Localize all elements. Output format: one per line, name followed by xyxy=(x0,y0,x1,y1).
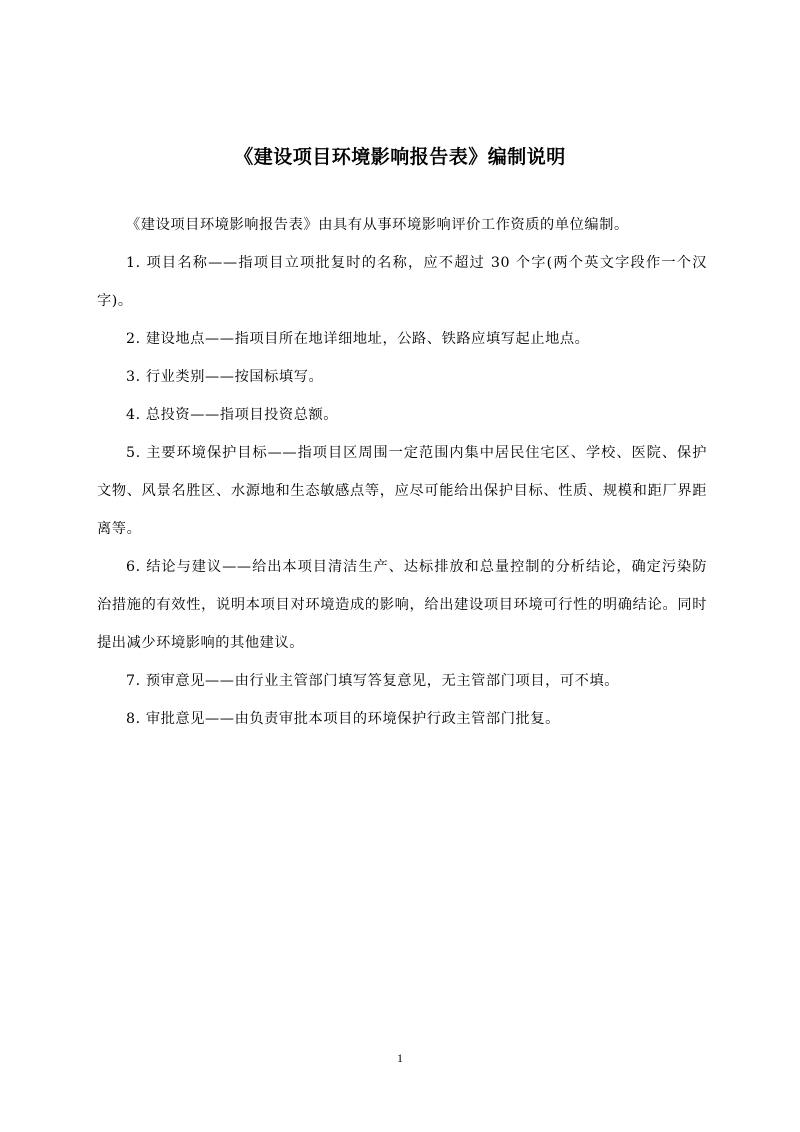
document-body xyxy=(97,206,707,738)
paragraph-protection-targets: 5. 主要环境保护目标——指项目区周围一定范围内集中居民住宅区、学校、医院、保护文物、风景名胜区、水源地和生态敏感点等，应尽可能给出保护目标、性质、规模和距厂界距离等。 xyxy=(97,445,707,537)
paragraph-preliminary-review: 7. 预审意见——由行业主管部门填写答复意见，无主管部门项目，可不填。 xyxy=(126,673,620,689)
paragraph-intro: 《建设项目环境影响报告表》由具有从事环境影响评价工作资质的单位编制。 xyxy=(126,217,629,233)
page-number: 1 xyxy=(397,1051,403,1065)
document-title: 《建设项目环境影响报告表》编制说明 xyxy=(234,146,566,168)
paragraph-total-investment: 4. 总投资——指项目投资总额。 xyxy=(126,407,339,423)
paragraph-approval-opinion: 8. 审批意见——由负责审批本项目的环境保护行政主管部门批复。 xyxy=(126,711,560,727)
paragraph-project-name: 1. 项目名称——指项目立项批复时的名称，应不超过 30 个字(两个英文字段作一个汉字)。 xyxy=(97,255,707,309)
paragraph-industry-category: 3. 行业类别——按国标填写。 xyxy=(126,369,324,385)
paragraph-conclusions: 6. 结论与建议——给出本项目清洁生产、达标排放和总量控制的分析结论，确定污染防治措施的有效性，说明本项目对环境造成的影响，给出建设项目环境可行性的明确结论。同时提出减少环境影响的其他建议。 xyxy=(97,559,707,651)
paragraph-construction-location: 2. 建设地点——指项目所在地详细地址，公路、铁路应填写起止地点。 xyxy=(126,331,590,347)
